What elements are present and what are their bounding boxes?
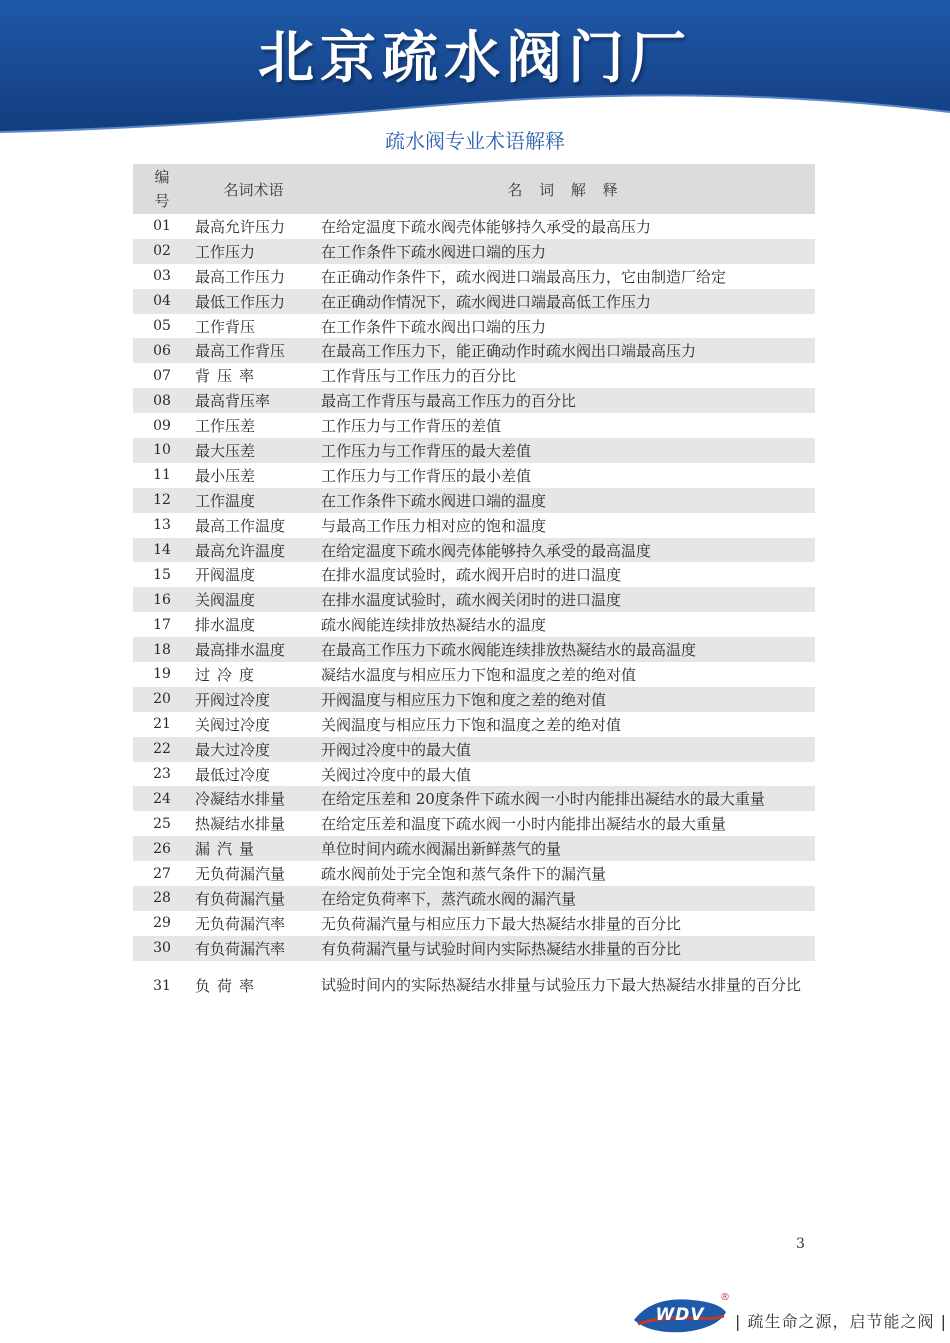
table-row bbox=[133, 488, 815, 513]
row-number: 13 bbox=[153, 517, 171, 534]
company-name: 北京疏水阀门厂 bbox=[258, 26, 692, 91]
row-term: 最低工作压力 bbox=[191, 289, 316, 314]
table-row bbox=[133, 936, 815, 961]
row-number: 28 bbox=[133, 886, 191, 911]
table-row bbox=[133, 314, 815, 339]
row-term: 关阀过冷度 bbox=[195, 715, 271, 734]
row-definition: 在正确动作条件下，疏水阀进口端最高压力，它由制造厂给定 bbox=[321, 267, 727, 286]
row-definition: 在工作条件下疏水阀进口端的温度 bbox=[316, 488, 815, 513]
row-term: 最大过冷度 bbox=[191, 737, 316, 762]
row-definition: 在工作条件下疏水阀出口端的压力 bbox=[321, 317, 547, 336]
table-row bbox=[133, 363, 815, 388]
row-number: 16 bbox=[133, 587, 191, 612]
row-term: 最高允许压力 bbox=[195, 217, 286, 236]
header-term: 名词术语 bbox=[191, 164, 316, 214]
table-row bbox=[133, 637, 815, 662]
row-definition: 工作背压与工作压力的百分比 bbox=[321, 367, 517, 386]
table-row bbox=[133, 712, 815, 737]
row-term: 开阀过冷度 bbox=[191, 687, 316, 712]
row-term: 工作压差 bbox=[195, 417, 256, 436]
row-number: 22 bbox=[133, 737, 191, 762]
row-term: 漏汽量 bbox=[191, 836, 316, 861]
row-number: 03 bbox=[153, 268, 171, 285]
row-number: 25 bbox=[153, 815, 171, 832]
row-number: 18 bbox=[133, 637, 191, 662]
row-term: 最高允许温度 bbox=[191, 538, 316, 563]
row-term: 最高排水温度 bbox=[191, 637, 316, 662]
row-definition: 在工作条件下疏水阀进口端的压力 bbox=[316, 239, 815, 264]
terms-table-body bbox=[133, 214, 815, 1011]
row-number: 01 bbox=[153, 218, 171, 235]
row-definition: 试验时间内的实际热凝结水排量与试验压力下最大热凝结水排量的百分比 bbox=[321, 976, 802, 995]
row-term: 最高工作背压 bbox=[191, 338, 316, 363]
row-number: 30 bbox=[133, 936, 191, 961]
row-number: 20 bbox=[133, 687, 191, 712]
row-term: 最高背压率 bbox=[191, 388, 316, 413]
row-number: 14 bbox=[133, 538, 191, 563]
row-number: 04 bbox=[133, 289, 191, 314]
row-term: 热凝结水排量 bbox=[195, 815, 286, 834]
row-number: 23 bbox=[153, 766, 171, 783]
row-term: 最低过冷度 bbox=[195, 765, 271, 784]
table-row bbox=[133, 338, 815, 363]
table-row bbox=[133, 239, 815, 264]
table-row bbox=[133, 861, 815, 886]
row-number: 26 bbox=[133, 836, 191, 861]
row-term: 排水温度 bbox=[195, 616, 256, 635]
table-row bbox=[133, 463, 815, 488]
table-row bbox=[133, 264, 815, 289]
table-row bbox=[133, 836, 815, 861]
row-term: 有负荷漏汽率 bbox=[191, 936, 316, 961]
table-row bbox=[133, 687, 815, 712]
row-definition: 工作压力与工作背压的最小差值 bbox=[321, 466, 532, 485]
row-definition: 工作压力与工作背压的最大差值 bbox=[316, 438, 815, 463]
row-term: 最高工作压力 bbox=[195, 267, 286, 286]
table-header-row bbox=[133, 164, 815, 214]
row-definition: 工作压力与工作背压的差值 bbox=[321, 417, 502, 436]
row-definition: 最高工作背压与最高工作压力的百分比 bbox=[316, 388, 815, 413]
row-definition: 在给定压差和温度下疏水阀一小时内能排出凝结水的最大重量 bbox=[321, 815, 727, 834]
row-definition: 在正确动作情况下，疏水阀进口端最高低工作压力 bbox=[316, 289, 815, 314]
row-term: 最小压差 bbox=[195, 466, 256, 485]
footer-slogan: | 疏生命之源，启节能之阀 | bbox=[735, 1312, 947, 1331]
table-row bbox=[133, 413, 815, 438]
table-row bbox=[133, 289, 815, 314]
row-term: 工作压力 bbox=[191, 239, 316, 264]
row-definition: 与最高工作压力相对应的饱和温度 bbox=[321, 516, 547, 535]
row-definition: 无负荷漏汽量与相应压力下最大热凝结水排量的百分比 bbox=[321, 914, 682, 933]
row-definition: 开阀温度与相应压力下饱和度之差的绝对值 bbox=[316, 687, 815, 712]
header-banner bbox=[0, 0, 950, 140]
row-number: 24 bbox=[133, 786, 191, 811]
row-definition: 单位时间内疏水阀漏出新鲜蒸气的量 bbox=[316, 836, 815, 861]
table-row bbox=[133, 388, 815, 413]
row-number: 27 bbox=[153, 865, 171, 882]
row-definition: 关阀温度与相应压力下饱和温度之差的绝对值 bbox=[321, 715, 622, 734]
row-definition: 在给定温度下疏水阀壳体能够持久承受的最高压力 bbox=[321, 217, 652, 236]
row-term: 最高工作温度 bbox=[195, 516, 286, 535]
row-term: 负荷率 bbox=[195, 977, 262, 996]
row-term: 背压率 bbox=[195, 367, 262, 386]
table-row bbox=[133, 513, 815, 538]
row-number: 12 bbox=[133, 488, 191, 513]
row-definition: 在最高工作压力下疏水阀能连续排放热凝结水的最高温度 bbox=[316, 637, 815, 662]
registered-mark: ® bbox=[720, 1292, 730, 1303]
row-number: 15 bbox=[153, 566, 171, 583]
table-row bbox=[133, 811, 815, 836]
row-definition: 疏水阀前处于完全饱和蒸气条件下的漏汽量 bbox=[321, 865, 607, 884]
row-term: 无负荷漏汽率 bbox=[195, 914, 286, 933]
row-term: 工作温度 bbox=[191, 488, 316, 513]
row-definition: 凝结水温度与相应压力下饱和温度之差的绝对值 bbox=[321, 665, 637, 684]
row-term: 开阀温度 bbox=[195, 566, 256, 585]
row-number: 29 bbox=[153, 915, 171, 932]
wdv-logo bbox=[632, 1294, 728, 1336]
row-definition: 在给定压差和 20度条件下疏水阀一小时内能排出凝结水的最大重量 bbox=[316, 786, 815, 811]
row-term: 冷凝结水排量 bbox=[191, 786, 316, 811]
table-row bbox=[133, 911, 815, 936]
row-number: 05 bbox=[153, 318, 171, 334]
row-number: 06 bbox=[133, 338, 191, 363]
table-row bbox=[133, 786, 815, 811]
row-definition: 在最高工作压力下，能正确动作时疏水阀出口端最高压力 bbox=[316, 338, 815, 363]
row-number: 11 bbox=[153, 467, 171, 484]
table-row bbox=[133, 886, 815, 911]
page-number: 3 bbox=[796, 1236, 805, 1252]
row-definition: 开阀过冷度中的最大值 bbox=[316, 737, 815, 762]
table-row bbox=[133, 214, 815, 239]
row-definition: 在给定温度下疏水阀壳体能够持久承受的最高温度 bbox=[316, 538, 815, 563]
table-row bbox=[133, 662, 815, 687]
table-row bbox=[133, 438, 815, 463]
row-number: 09 bbox=[153, 417, 171, 434]
row-definition: 在给定负荷率下，蒸汽疏水阀的漏汽量 bbox=[316, 886, 815, 911]
row-term: 过冷度 bbox=[195, 665, 262, 684]
header-number bbox=[133, 164, 191, 214]
row-definition: 疏水阀能连续排放热凝结水的温度 bbox=[321, 616, 547, 635]
row-definition: 关阀过冷度中的最大值 bbox=[321, 765, 472, 784]
row-definition: 在排水温度试验时，疏水阀开启时的进口温度 bbox=[321, 566, 622, 585]
table-row bbox=[133, 612, 815, 637]
table-row bbox=[133, 538, 815, 563]
row-number: 10 bbox=[133, 438, 191, 463]
table-row bbox=[133, 587, 815, 612]
row-term: 最大压差 bbox=[191, 438, 316, 463]
table-row bbox=[133, 562, 815, 587]
header-number-label: 编 号 bbox=[154, 168, 170, 210]
table-row bbox=[133, 737, 815, 762]
row-number: 02 bbox=[133, 239, 191, 264]
row-term: 工作背压 bbox=[195, 317, 256, 336]
row-number: 17 bbox=[153, 616, 171, 633]
row-number: 21 bbox=[153, 716, 171, 733]
row-term: 有负荷漏汽量 bbox=[191, 886, 316, 911]
row-number: 31 bbox=[153, 977, 171, 994]
row-term: 关阀温度 bbox=[191, 587, 316, 612]
row-term: 无负荷漏汽量 bbox=[195, 865, 286, 884]
page-title: 疏水阀专业术语解释 bbox=[385, 129, 565, 153]
table-row bbox=[133, 961, 815, 1011]
row-number: 08 bbox=[133, 388, 191, 413]
terms-table bbox=[133, 164, 815, 1011]
table-row bbox=[133, 762, 815, 787]
row-definition: 在排水温度试验时，疏水阀关闭时的进口温度 bbox=[316, 587, 815, 612]
header-definition: 名 词 解 释 bbox=[316, 164, 815, 214]
row-number: 19 bbox=[153, 666, 171, 683]
row-definition: 有负荷漏汽量与试验时间内实际热凝结水排量的百分比 bbox=[316, 936, 815, 961]
logo-text: WDV bbox=[655, 1305, 705, 1325]
row-number: 07 bbox=[153, 367, 171, 384]
